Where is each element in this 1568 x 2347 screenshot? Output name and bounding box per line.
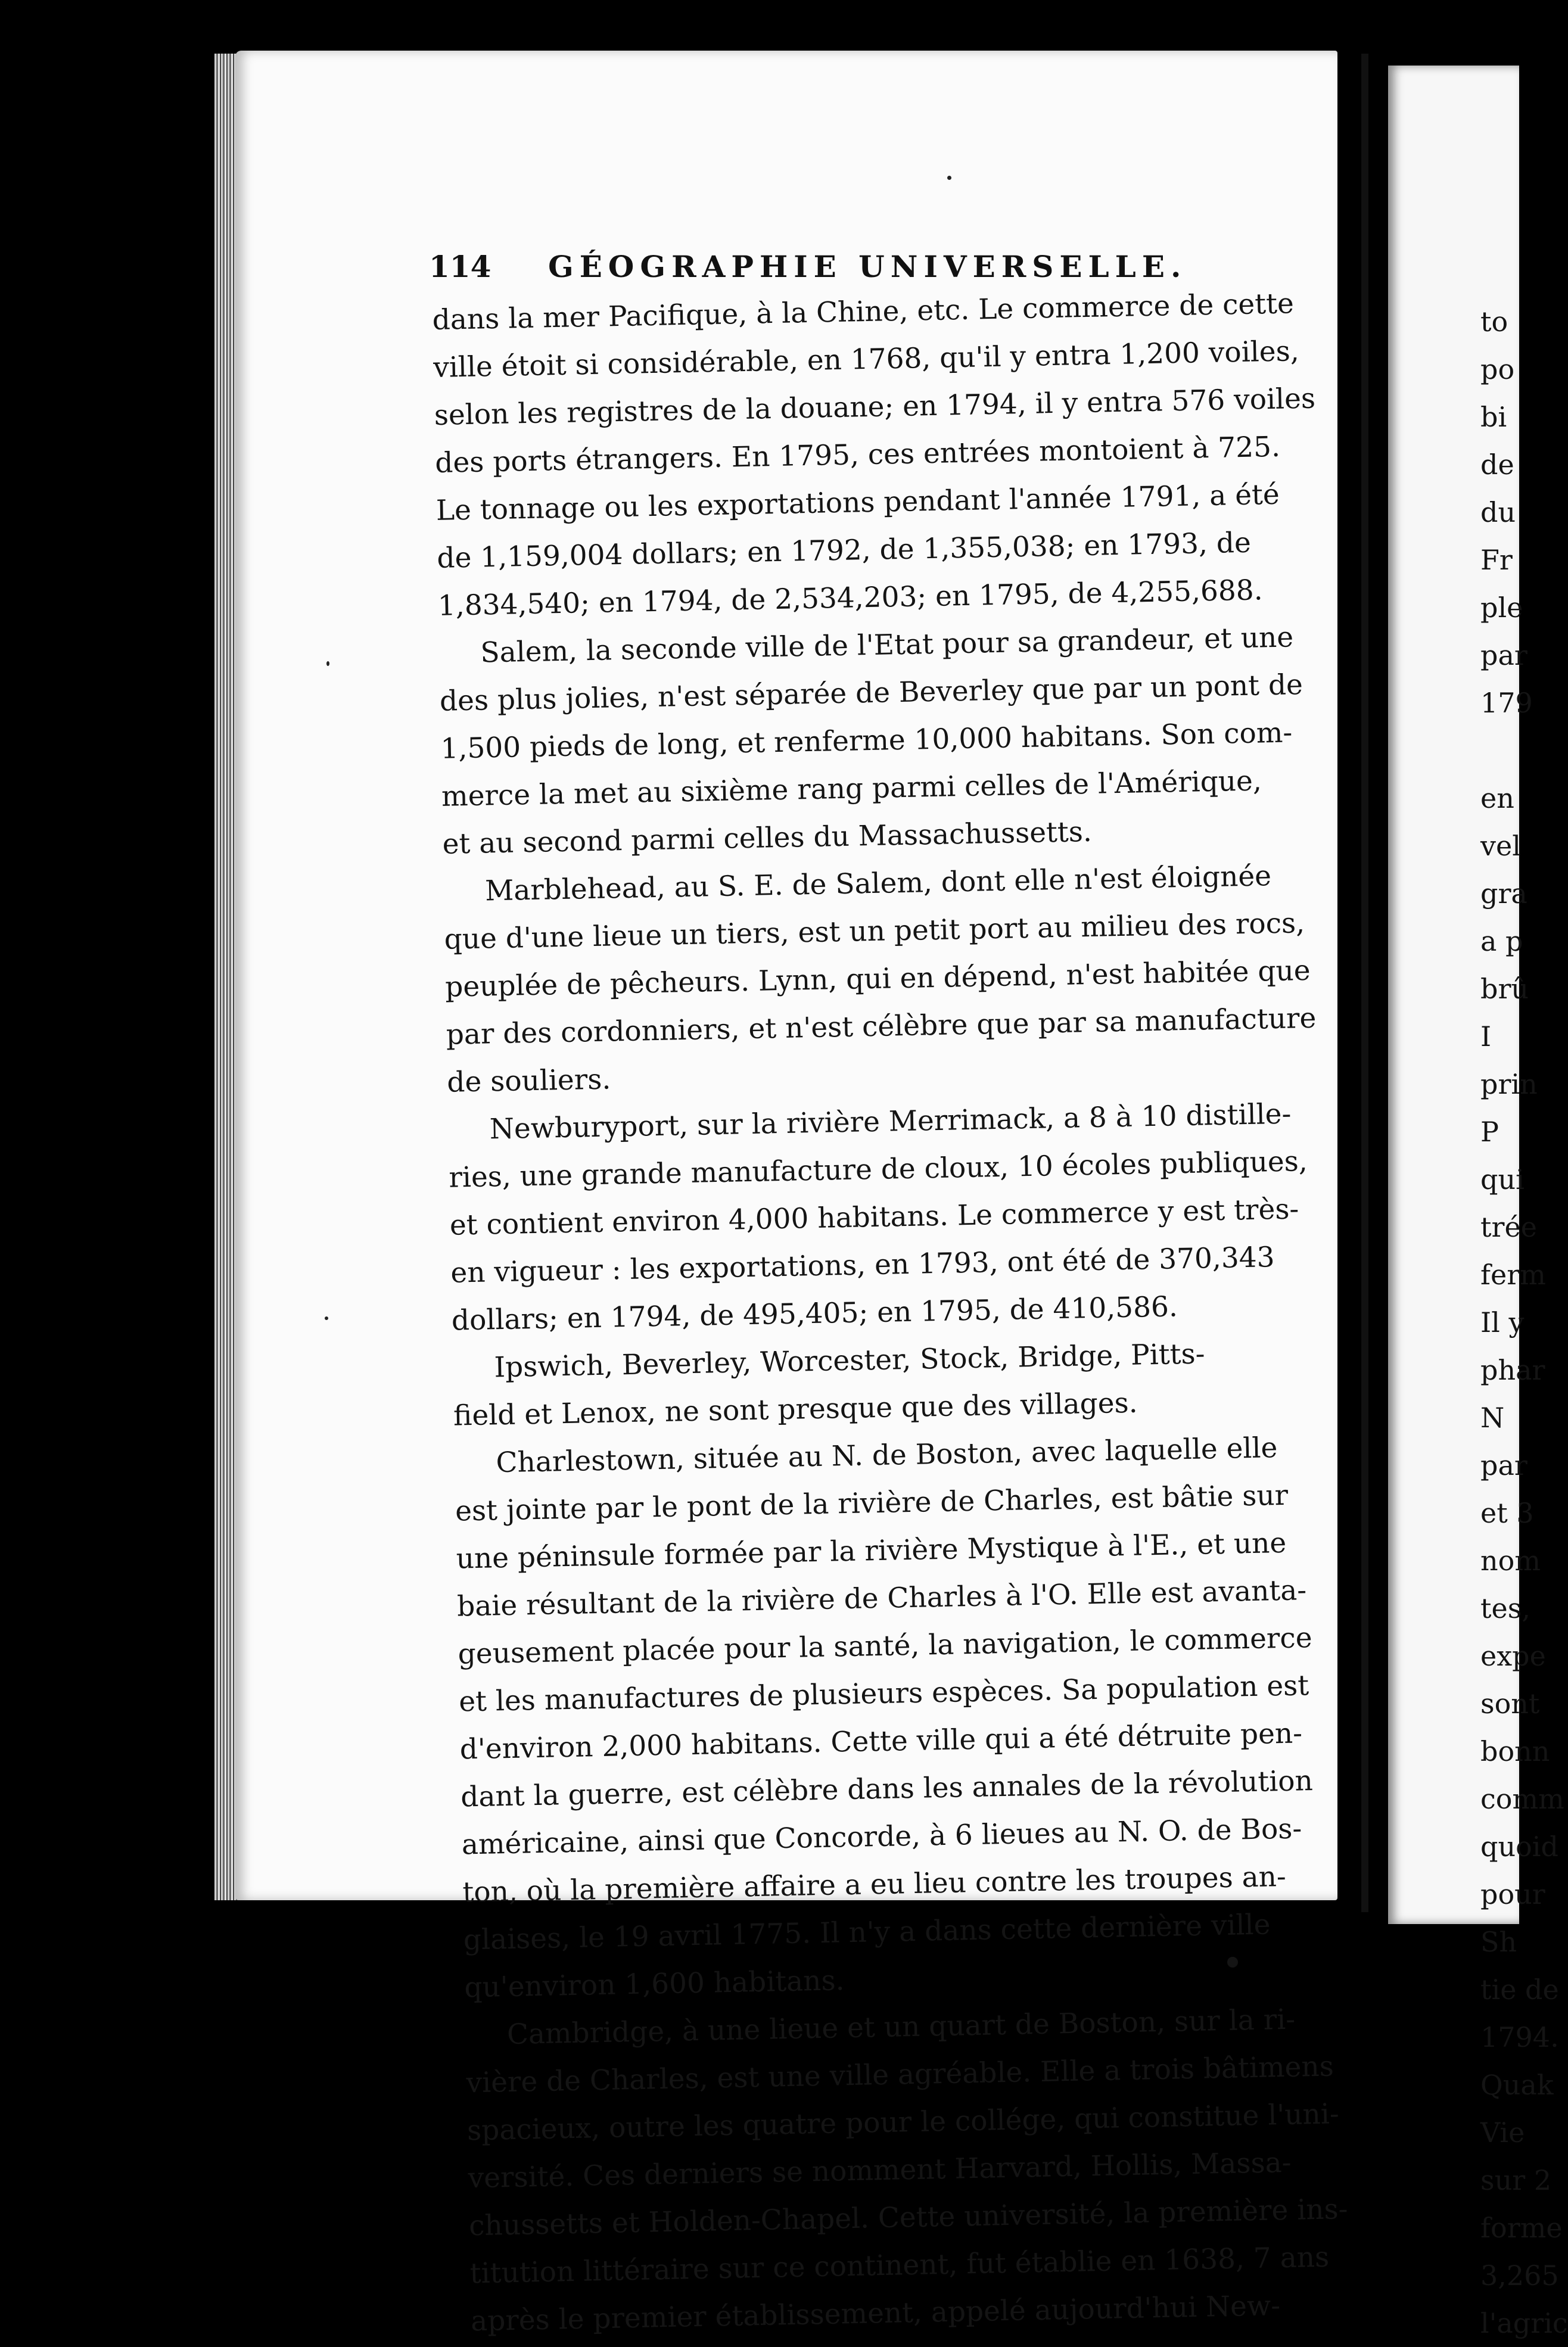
right-page-fragment: en	[1480, 782, 1514, 814]
text-line: selon les registres de la douane; en 1794, il y entra 576 voiles	[434, 382, 1316, 432]
right-page-fragment: brû	[1480, 973, 1529, 1005]
right-page-fragment: ple	[1480, 592, 1523, 624]
text-line: dans la mer Pacifique, à la Chine, etc. Le commerce de cette	[432, 287, 1295, 337]
right-page-fragment: tes,	[1480, 1592, 1530, 1624]
text-line: américaine, ainsi que Concorde, à 6 lieues au N. O. de Bos-	[461, 1812, 1302, 1862]
text-line: et les manufactures de plusieurs espèces. Sa population est	[458, 1669, 1309, 1719]
text-line: des plus jolies, n'est séparée de Beverley que par un pont de	[439, 668, 1303, 718]
right-page-fragment	[1480, 727, 1516, 774]
text-line: peuplée de pêcheurs. Lynn, qui en dépend, n'est habitée que	[444, 954, 1311, 1004]
text-line: vière de Charles, est une ville agréable. Elle a trois bâtimens	[466, 2050, 1334, 2100]
right-page-fragment: qui	[1480, 1163, 1525, 1196]
right-page-fragment: I	[1480, 1020, 1492, 1053]
text-line: Charlestown, située au N. de Boston, avec laquelle elle	[496, 1431, 1278, 1480]
text-line: spacieux, outre les quatre pour le collége, qui constitue l'uni-	[466, 2097, 1340, 2147]
text-line: par des cordonniers, et n'est célèbre que par sa manufacture	[446, 1001, 1317, 1051]
right-page-fragment: quoid	[1480, 1831, 1558, 1863]
right-page-fragment: 1794.	[1480, 2021, 1559, 2053]
right-page-fragment: vel	[1480, 830, 1521, 862]
right-page-fragment: Quak	[1480, 2069, 1554, 2101]
ink-speck	[325, 1316, 328, 1320]
right-page-fragment: Fr	[1480, 544, 1513, 576]
right-page-fragment: P	[1480, 1116, 1499, 1148]
right-page-fragment: prin	[1480, 1068, 1538, 1100]
text-line: baie résultant de la rivière de Charles à l'O. Elle est avanta-	[456, 1574, 1307, 1623]
right-page-fragment: nom	[1480, 1545, 1541, 1577]
right-page-fragment: bi	[1480, 401, 1507, 433]
right-page-fragment: ferm	[1480, 1259, 1546, 1291]
page-edge-stack	[214, 54, 238, 1900]
text-line: dollars; en 1794, de 495,405; en 1795, de 410,586.	[451, 1290, 1178, 1337]
right-page-fragment: Sh	[1480, 1926, 1517, 1958]
right-page-fragment: du	[1480, 496, 1516, 528]
right-page-fragment: comm	[1480, 1783, 1564, 1815]
text-line: dant la guerre, est célèbre dans les annales de la révolution	[460, 1764, 1314, 1814]
right-page-fragment: sur 2	[1480, 2164, 1552, 2196]
right-page-fragment: Vie	[1480, 2116, 1525, 2149]
text-line: glaises, le 19 avril 1775. Il n'y a dans cette dernière ville	[463, 1908, 1271, 1957]
right-page-fragment: to	[1480, 306, 1508, 338]
right-page-fragment: a p	[1480, 925, 1523, 957]
right-page-fragment: pour	[1480, 1878, 1545, 1910]
text-line: Cambridge, à une lieue et un quart de Boston, sur la ri-	[506, 2003, 1296, 2052]
right-page-fragment: l'agric	[1480, 2307, 1568, 2339]
right-page-fragment: bonn	[1480, 1735, 1550, 1767]
text-line: Salem, la seconde ville de l'Etat pour sa grandeur, et une	[480, 621, 1294, 670]
text-line: de souliers.	[446, 1063, 611, 1099]
right-page-fragment: par	[1480, 1449, 1527, 1481]
text-line: chussetts et Holden-Chapel. Cette université, la première ins-	[468, 2193, 1349, 2243]
text-line: Ipswich, Beverley, Worcester, Stock, Bridge, Pitts-	[494, 1337, 1205, 1384]
text-line: Marblehead, au S. E. de Salem, dont elle n'est éloignée	[484, 860, 1272, 908]
right-page-fragment: tie de	[1480, 1974, 1559, 2006]
body-text	[432, 281, 1349, 2346]
text-line: 1,500 pieds de long, et renferme 10,000 habitans. Son com-	[440, 716, 1293, 765]
text-line: titution littéraire sur ce continent, fut établie en 1638, 7 ans	[469, 2240, 1330, 2290]
right-page-fragment: de	[1480, 449, 1514, 481]
text-line: de 1,159,004 dollars; en 1792, de 1,355,038; en 1793, de	[436, 526, 1252, 575]
text-line: qu'environ 1,600 habitans.	[463, 1964, 845, 2004]
text-line: ries, une grande manufacture de cloux, 10 écoles publiques,	[448, 1145, 1308, 1194]
text-line: et au second parmi celles du Massachussetts.	[442, 815, 1093, 861]
gutter-shadow	[1361, 54, 1368, 1912]
right-page-fragment: expe	[1480, 1640, 1546, 1672]
ink-speck	[947, 176, 951, 180]
text-line: après le premier établissement, appelé aujourd'hui New-	[470, 2289, 1281, 2338]
text-line: en vigueur : les exportations, en 1793, ont été de 370,343	[450, 1241, 1275, 1290]
text-line: versité. Ces derniers se nomment Harvard, Hollis, Massa-	[468, 2146, 1292, 2195]
right-page-fragment: N	[1480, 1402, 1505, 1434]
right-page-fragment: Il y	[1480, 1306, 1525, 1339]
right-page-fragment: 179	[1480, 687, 1533, 719]
text-line: une péninsule formée par la rivière Mystique à l'E., et une	[456, 1526, 1287, 1576]
text-line: Newburyport, sur la rivière Merrimack, a 8 à 10 distille-	[489, 1097, 1292, 1146]
right-page-fragment: par	[1480, 639, 1527, 671]
text-line: ville étoit si considérable, en 1768, qu'il y entra 1,200 voiles,	[433, 335, 1300, 384]
right-page-fragment: forme	[1480, 2212, 1563, 2244]
text-line: et contient environ 4,000 habitans. Le commerce y est très-	[449, 1193, 1299, 1242]
text-line: que d'une lieue un tiers, est un petit port au milieu des rocs,	[444, 907, 1305, 956]
ink-speck	[1227, 1957, 1238, 1968]
text-line: merce la met au sixième rang parmi celles de l'Amérique,	[441, 764, 1262, 813]
text-line: ton, où la première affaire a eu lieu contre les troupes an-	[462, 1860, 1287, 1909]
page-number: 114	[429, 249, 491, 284]
text-line: field et Lenox, ne sont presque que des villages.	[453, 1386, 1138, 1433]
running-title: GÉOGRAPHIE UNIVERSELLE.	[548, 249, 1187, 284]
right-page-fragment: gra	[1480, 877, 1527, 910]
right-page-fragment: trée	[1480, 1211, 1537, 1243]
ink-speck	[326, 661, 329, 666]
right-page-fragment: sont	[1480, 1688, 1540, 1720]
text-line: geusement placée pour la santé, la navigation, le commerce	[458, 1621, 1312, 1671]
right-page-fragment: 3,265	[1480, 2259, 1559, 2292]
right-page-text-fragments	[1480, 298, 1568, 2347]
text-line: d'environ 2,000 habitans. Cette ville qui a été détruite pen-	[459, 1717, 1303, 1766]
right-page-fragment: phar	[1480, 1354, 1545, 1386]
text-line: des ports étrangers. En 1795, ces entrées montoient à 725.	[434, 430, 1281, 480]
text-line: est jointe par le pont de la rivière de Charles, est bâtie sur	[455, 1478, 1289, 1528]
right-page-fragment: po	[1480, 353, 1515, 385]
right-page-fragment: et 3	[1480, 1497, 1534, 1529]
text-line: Le tonnage ou les exportations pendant l'année 1791, a été	[435, 478, 1280, 527]
text-line: 1,834,540; en 1794, de 2,534,203; en 1795, de 4,255,688.	[437, 574, 1264, 622]
